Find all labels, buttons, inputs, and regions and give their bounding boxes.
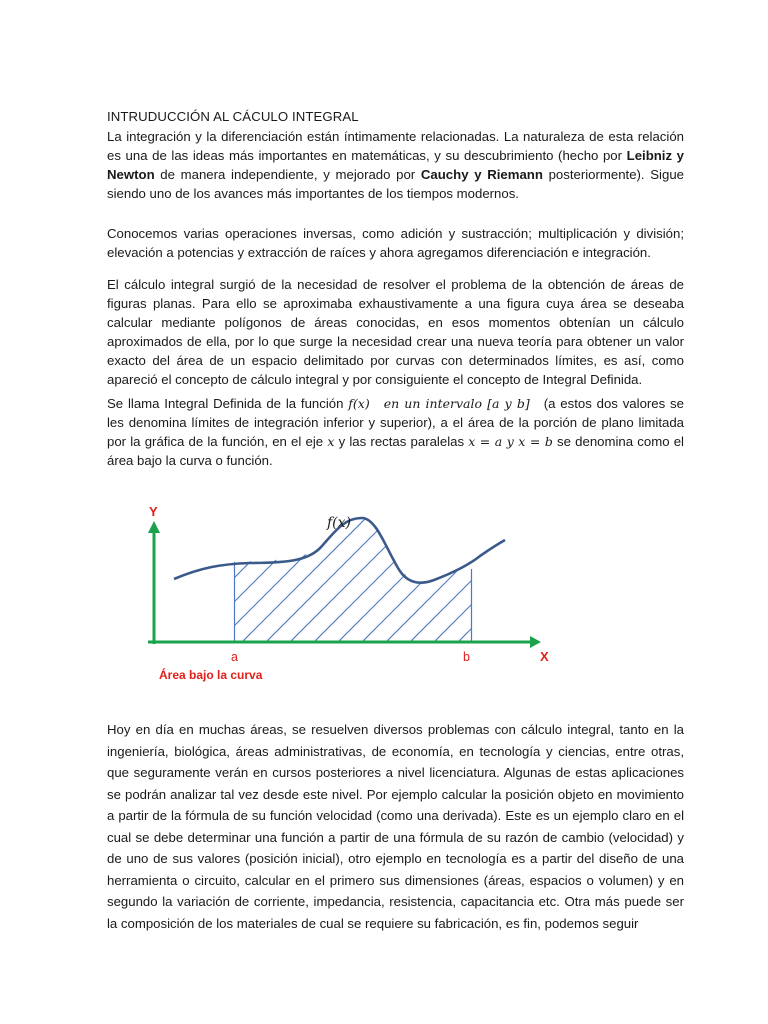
hatch-line [402,490,562,650]
hatch-line [114,490,274,650]
hatch-line [234,490,394,650]
p4-text-4: se denomina como el área bajo la curva o función. [107,434,684,468]
paragraph-applications: Hoy en día en muchas áreas, se resuelven diversos problemas con cálculo integral, tanto en la ingeniería, biológica, áreas administrativas, de economía, en tecnología y ciencias, entre otras, que seguramente verán en cursos posteriores a nivel licenciatura. Algunas de estas aplicaciones se podrán analizar tal vez desde este nivel. Por ejemplo calcular la posición objeto en movimiento a partir de la fórmula de su función velocidad (como una derivada). Este es un ejemplo claro en el cual se debe determinar una función a partir de una fórmula de su razón de cambio (velocidad) y de uno de sus valores (posición inicial), otro ejemplo en tecnología es a partir del diseño de una herramienta o circuito, calcular en el primero sus dimensiones (áreas, espacios o volumen) y en segundo la variación de corriente, impedancia, resistencia, capacitancia etc. Otra más puede ser la composición de los materiales de cual se requiere su fabricación, es fin, podemos seguir [107,722,684,931]
hatch-line [162,490,322,650]
upper-limit-label: b [463,650,470,664]
x-axis-label: X [540,649,549,664]
p4-text-2: (a estos dos valores se les denomina límites de integración inferior y superior), a el área de la porción de plano limitada por la gráfica de la función, en el eje [107,396,684,449]
hatch-line [138,490,298,650]
p4-math-interval: en un intervalo [a y b] [383,396,530,411]
hatch-line [426,490,586,650]
hatch-line [330,490,490,650]
p1-text-2: de manera independiente, y mejorado por [154,167,421,182]
hatch-line [474,490,634,650]
figure-caption: Área bajo la curva [159,668,263,682]
hatch-line [570,490,730,650]
area-hatch [114,490,730,650]
hatch-line [186,490,346,650]
hatch-line [282,490,442,650]
p1-bold-cauchy-riemann: Cauchy y Riemann [420,167,543,182]
x-axis-arrow-icon [530,636,541,648]
hatch-line [498,490,658,650]
function-label: f(x) [327,515,352,531]
hatch-line [546,490,706,650]
y-axis-arrow-icon [148,521,160,533]
hatch-line [258,490,418,650]
hatch-line [522,490,682,650]
lower-limit-label: a [231,650,238,664]
y-axis-label: Y [149,504,158,519]
document-title: INTRUDUCCIÓN AL CÁCULO INTEGRAL [107,109,359,124]
p4-text-3: y las rectas paralelas [334,434,469,449]
paragraph-origin-integral: El cálculo integral surgió de la necesidad de resolver el problema de la obtención de áreas de figuras planas. Para ello se aproximaba exhaustivamente a una figura cuya área se deseaba calcular mediante polígonos de áreas conocidas, en esos momentos obtenían un cálculo aproximados de ella, por lo que surge la necesidad crear una nueva teoría para obtener un valor exacto del área de un espacio delimitado por curvas con determinados límites, es así, como apareció el concepto de cálculo integral y por consiguiente el concepto de Integral Definida. [107,277,684,387]
hatch-line [354,490,514,650]
p1-text-1: La integración y la diferenciación están íntimamente relacionadas. La naturaleza de esta relación es una de las ideas más importantes en matemáticas, y su descubrimiento (hecho por [107,129,684,163]
p4-math-fx: f(x) [348,396,370,411]
p4-math-lines: x = a y x = b [468,434,553,449]
hatch-line [450,490,610,650]
paragraph-inverse-operations: Conocemos varias operaciones inversas, como adición y sustracción; multiplicación y división; elevación a potencias y extracción de raíces y ahora agregamos diferenciación e integración. [107,226,684,260]
p4-text-1: Se llama Integral Definida de la función [107,396,349,411]
p1-text-3: posteriormente). Sigue siendo uno de los avances más importantes de los tiempos modernos. [107,167,684,201]
p1-bold-leibniz-newton: Leibniz y Newton [107,148,684,182]
p4-math-x: x [327,434,335,449]
hatch-line [306,490,466,650]
